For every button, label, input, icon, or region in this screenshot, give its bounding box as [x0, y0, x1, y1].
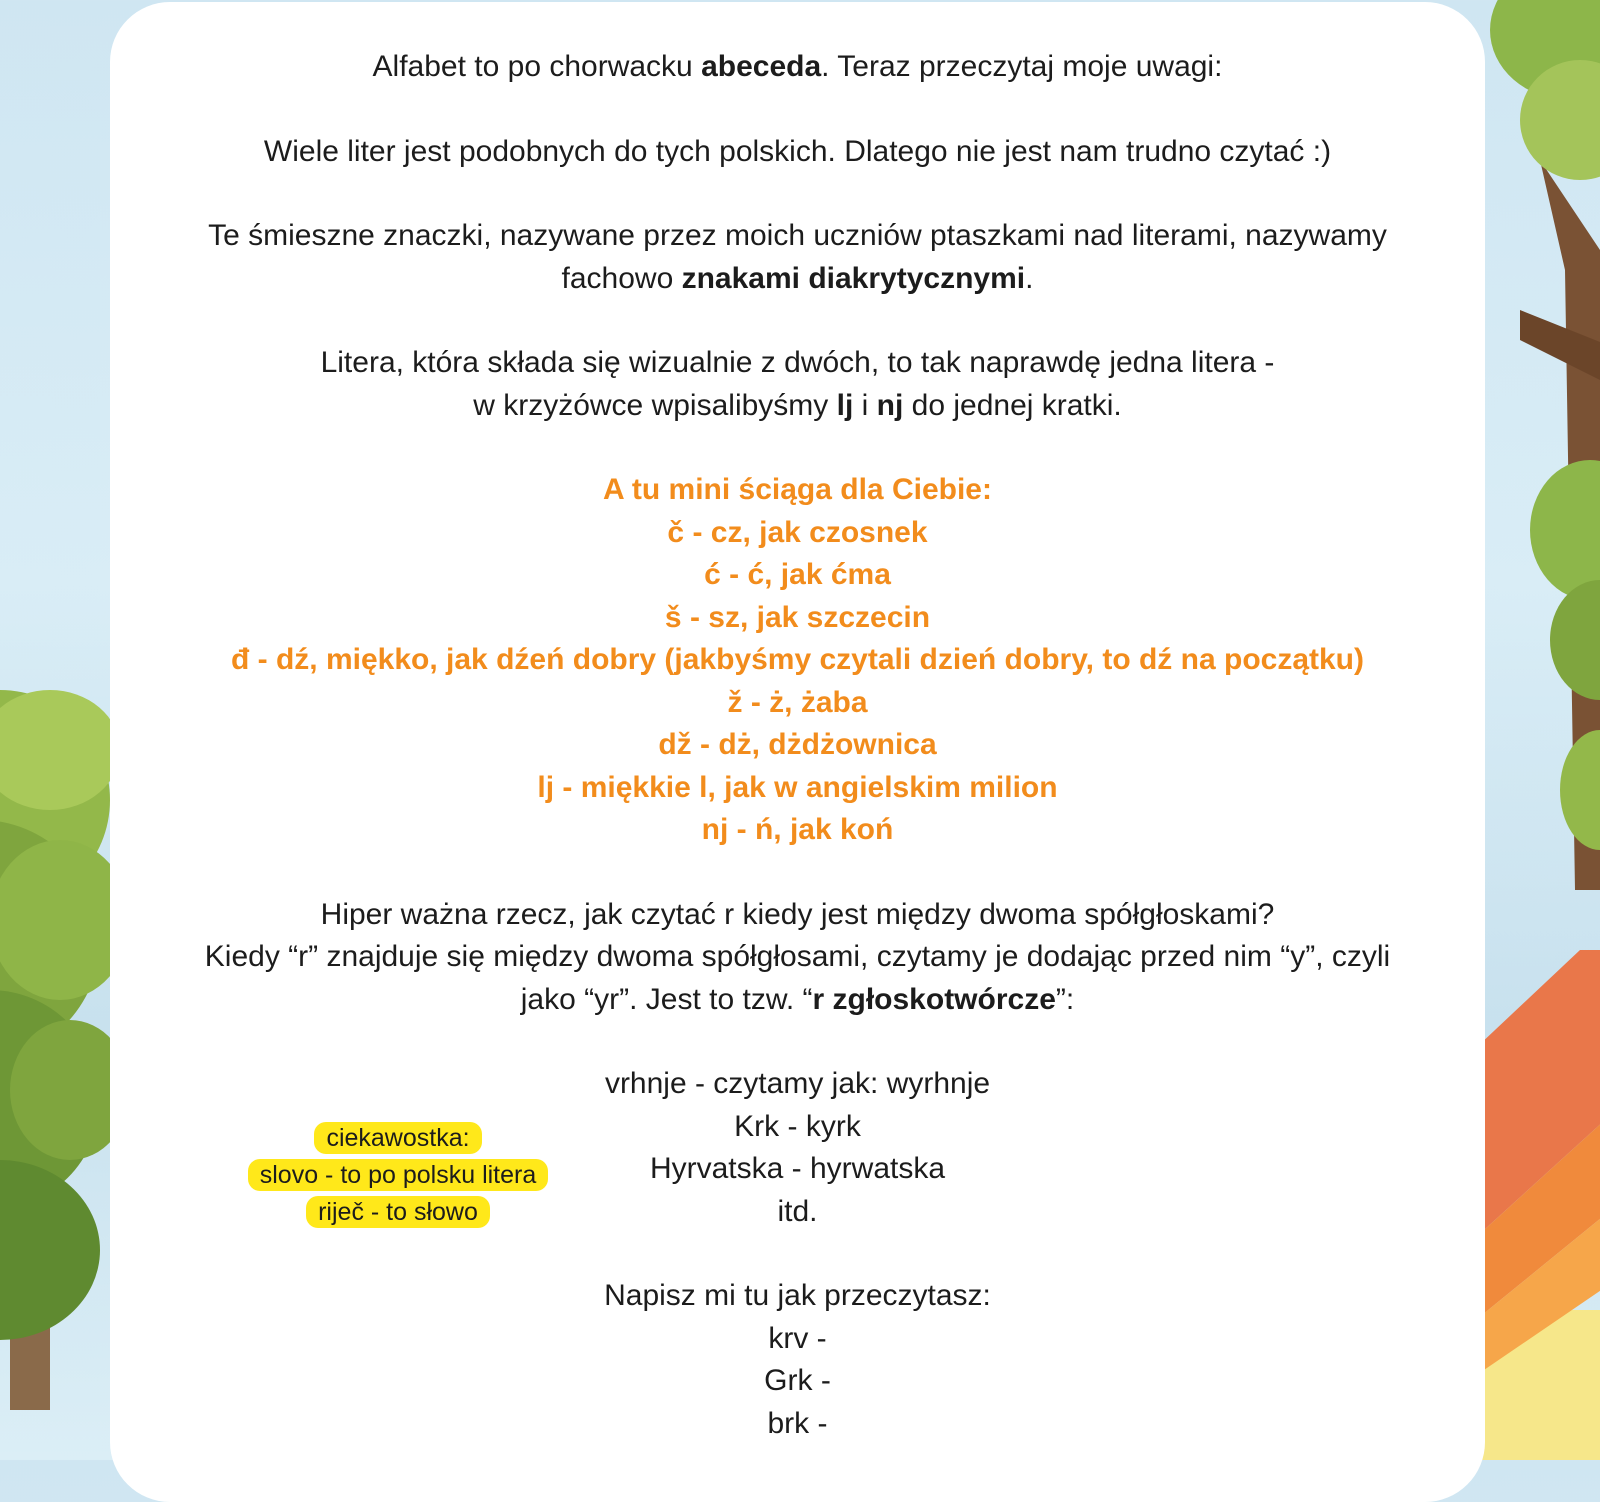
fun-fact-title: ciekawostka: — [314, 1122, 481, 1154]
intro-similar-letters: Wiele liter jest podobnych do tych polskich. Dlatego nie jest nam trudno czytać :) — [263, 134, 1332, 168]
cheatsheet — [110, 469, 1485, 852]
tree-right-illustration — [1480, 0, 1600, 1090]
fun-fact-note — [228, 1120, 568, 1231]
r-rule-term-line: jako “yr”. Jest to tzw. “r zgłoskotwórcze”: — [520, 982, 1075, 1016]
cheatsheet-item: ž - ż, żaba — [727, 685, 868, 719]
intro-digraph-line2: w krzyżówce wpisalibyśmy lj i nj do jednej kratki. — [473, 388, 1122, 422]
intro-diacritics-line1: Te śmieszne znaczki, nazywane przez moich uczniów ptaszkami nad literami, nazywamy — [208, 219, 1387, 252]
intro-alphabet: Alfabet to po chorwacku abeceda. Teraz przeczytaj moje uwagi: — [372, 50, 1223, 83]
cheatsheet-item: nj - ń, jak koń — [701, 813, 894, 846]
exercise-item: Grk - — [764, 1364, 831, 1397]
r-rule-question: Hiper ważna rzecz, jak czytać r kiedy jest między dwoma spółgłoskami? — [320, 897, 1275, 931]
r-rule-term: r zgłoskotwórcze — [812, 982, 1056, 1016]
exercise-item: krv - — [768, 1321, 827, 1355]
example-item: Hyrvatska - hyrwatska — [649, 1152, 946, 1185]
content-card — [110, 2, 1485, 1502]
intro-digraph-line1: Litera, która składa się wizualnie z dwóch, to tak naprawdę jedna litera - — [320, 346, 1275, 379]
example-item: itd. — [777, 1194, 818, 1228]
fun-fact-line: riječ - to słowo — [306, 1196, 490, 1228]
r-rule-explanation: Kiedy “r” znajduje się między dwoma spółgłosami, czytamy je dodając przed nim “y”, czyli — [204, 940, 1391, 973]
cheatsheet-heading: A tu mini ściąga dla Ciebie: — [603, 473, 992, 506]
cheatsheet-item: č - cz, jak czosnek — [667, 515, 928, 549]
example-item: vrhnje - czytamy jak: wyrhnje — [604, 1067, 991, 1100]
cheatsheet-item: dž - dż, dżdżownica — [658, 728, 937, 761]
cheatsheet-item: lj - miękkie l, jak w angielskim milion — [537, 770, 1058, 804]
exercise-item: brk - — [767, 1406, 828, 1440]
cheatsheet-item: đ - dź, miękko, jak dźeń dobry (jakbyśmy czytali dzień dobry, to dź na początku) — [231, 643, 1364, 676]
exercise-prompt: Napisz mi tu jak przeczytasz: — [604, 1279, 991, 1312]
cheatsheet-item: š - sz, jak szczecin — [664, 600, 931, 634]
fun-fact-line: slovo - to po polsku litera — [248, 1159, 549, 1191]
intro-diacritics-term: znakami diakrytycznymi — [681, 261, 1026, 295]
intro-diacritics-line2: fachowo znakami diakrytycznymi. — [561, 261, 1034, 295]
cheatsheet-item: ć - ć, jak ćma — [704, 558, 891, 591]
exercise — [110, 1275, 1485, 1445]
example-item: Krk - kyrk — [734, 1109, 861, 1143]
intro-alphabet-term: abeceda — [701, 50, 822, 83]
